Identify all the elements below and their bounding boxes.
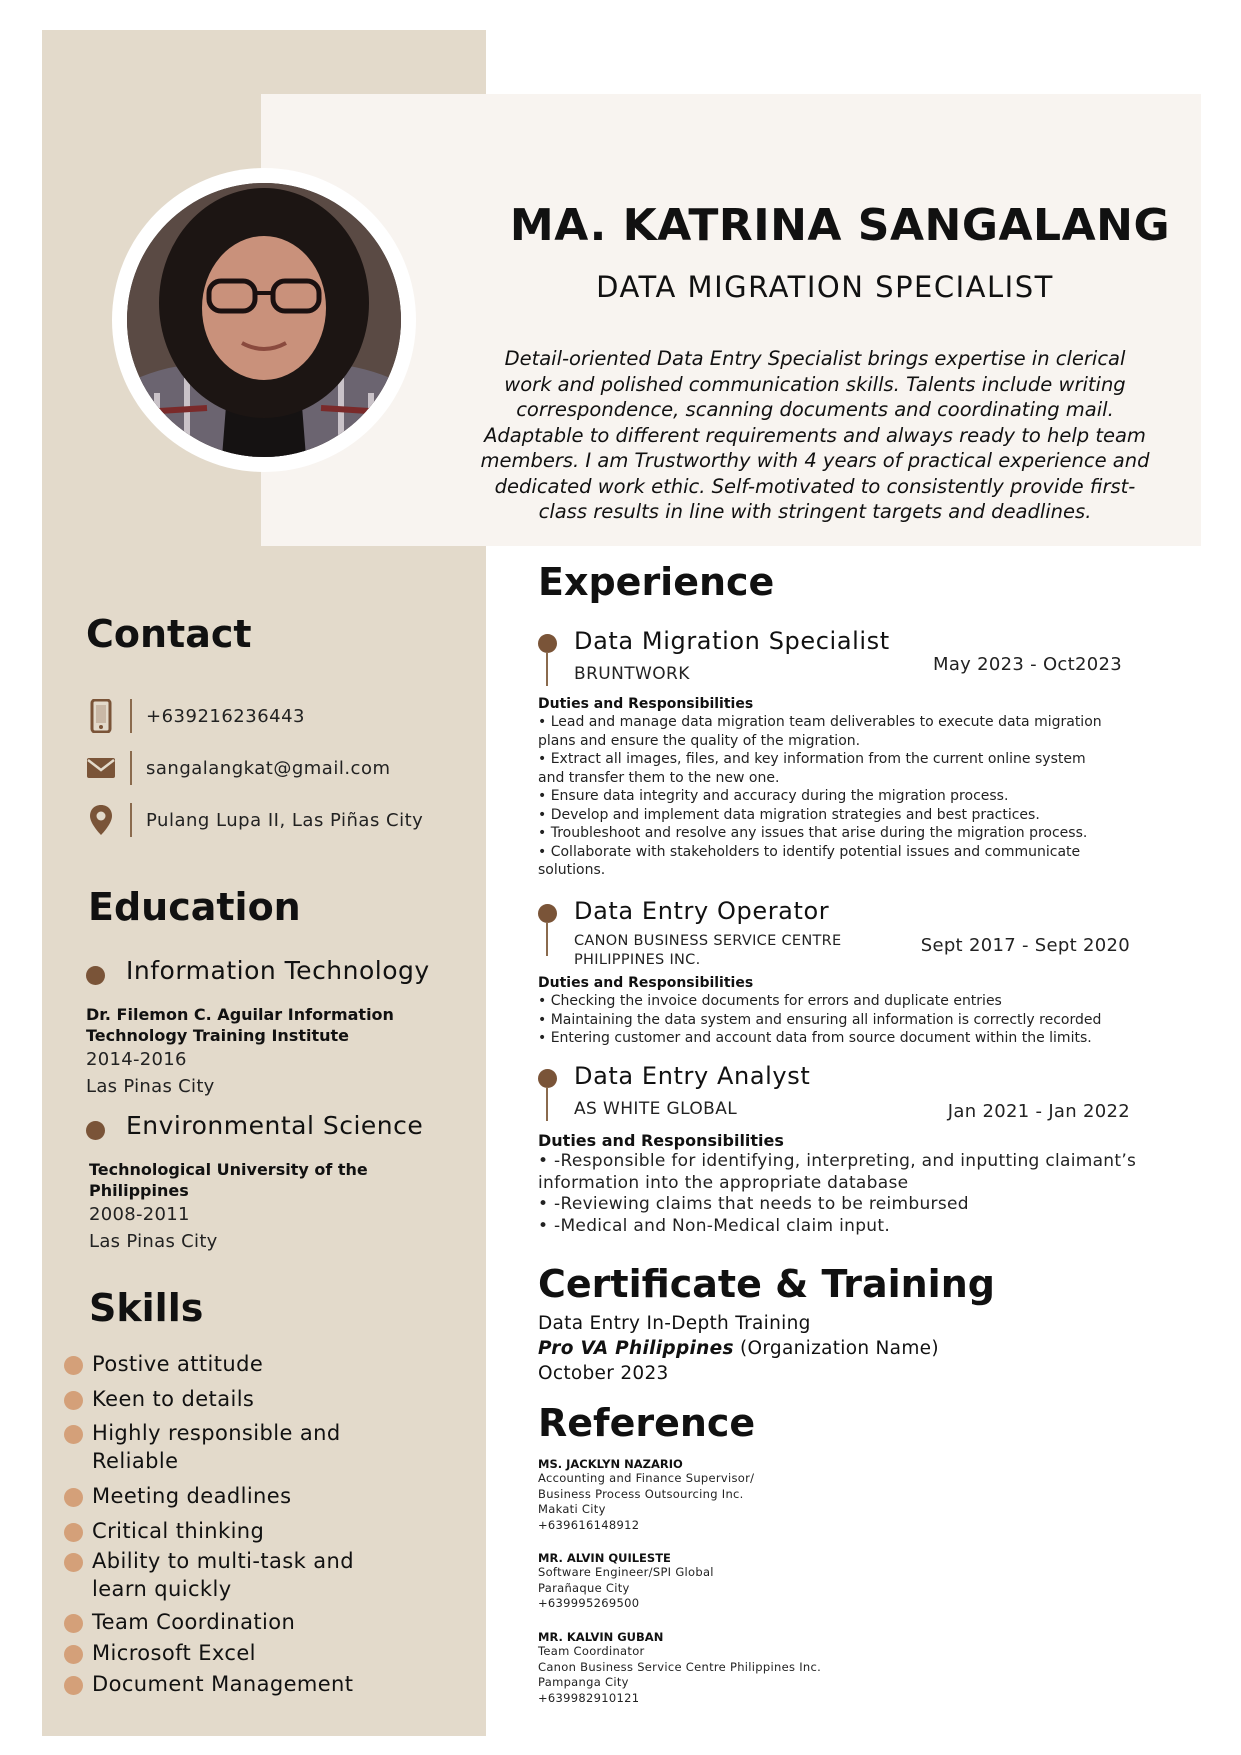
education-bullet bbox=[86, 1121, 105, 1140]
reference-line: Pampanga City bbox=[538, 1675, 629, 1689]
duty-line: • Ensure data integrity and accuracy during the migration process. bbox=[538, 788, 1009, 804]
contact-heading: Contact bbox=[86, 612, 252, 656]
duties-heading: Duties and Responsibilities bbox=[538, 1131, 784, 1150]
reference-heading: Reference bbox=[538, 1401, 756, 1445]
duty-line: information into the appropriate database bbox=[538, 1172, 909, 1193]
reference-line: Business Process Outsourcing Inc. bbox=[538, 1486, 744, 1501]
duty-line: • Collaborate with stakeholders to identify potential issues and communicate bbox=[538, 843, 1081, 860]
contact-separator bbox=[130, 699, 132, 733]
reference-entry bbox=[538, 1630, 1138, 1706]
job-dates: Jan 2021 - Jan 2022 bbox=[947, 1101, 1130, 1122]
contact-separator bbox=[130, 803, 132, 837]
candidate-name: MA. KATRINA SANGALANG bbox=[509, 200, 1171, 251]
skill-label: Document Management bbox=[92, 1672, 354, 1696]
skill-item bbox=[64, 1482, 464, 1510]
reference-line: +639616148912 bbox=[538, 1517, 640, 1532]
job-timeline-line bbox=[546, 1087, 548, 1121]
skill-bullet bbox=[64, 1488, 83, 1507]
education-field: Information Technology bbox=[126, 956, 430, 985]
skill-label: Postive attitude bbox=[92, 1352, 264, 1376]
reference-name: MS. JACKLYN NAZARIO bbox=[538, 1457, 683, 1471]
mail-icon bbox=[84, 751, 118, 785]
education-location: Las Pinas City bbox=[89, 1231, 218, 1252]
certificate-organization bbox=[538, 1336, 939, 1361]
reference-line: Team Coordinator bbox=[538, 1644, 645, 1658]
duties-heading: Duties and Responsibilities bbox=[538, 696, 754, 712]
profile-photo bbox=[127, 183, 401, 457]
reference-entry bbox=[538, 1457, 1138, 1533]
job-company-line: PHILIPPINES INC. bbox=[574, 952, 701, 968]
skill-item bbox=[64, 1670, 464, 1698]
certificate-heading: Certificate & Training bbox=[538, 1262, 995, 1306]
contact-separator bbox=[130, 751, 132, 785]
contact-address-row bbox=[84, 800, 464, 840]
reference-line: Makati City bbox=[538, 1502, 606, 1516]
duty-line: • Maintaining the data system and ensuring all information is correctly recorded bbox=[538, 1011, 1102, 1028]
reference-line: Canon Business Service Centre Philippines Inc. bbox=[538, 1659, 822, 1674]
education-school bbox=[86, 1004, 394, 1046]
duty-line: • Entering customer and account data from source document within the limits. bbox=[538, 1030, 1092, 1046]
phone-number[interactable]: +639216236443 bbox=[146, 705, 306, 727]
skill-item bbox=[64, 1350, 464, 1378]
job-company-line: CANON BUSINESS SERVICE CENTRE bbox=[574, 933, 842, 949]
duty-line: plans and ensure the quality of the migration. bbox=[538, 732, 861, 749]
skill-item bbox=[64, 1639, 464, 1667]
duty-line: • Lead and manage data migration team deliverables to execute data migration bbox=[538, 714, 1102, 730]
skill-bullet bbox=[64, 1676, 83, 1695]
education-heading: Education bbox=[88, 885, 301, 929]
skill-bullet bbox=[64, 1553, 83, 1572]
reference-line: +639995269500 bbox=[538, 1596, 640, 1610]
phone-icon bbox=[84, 699, 118, 733]
duty-line: • Checking the invoice documents for errors and duplicate entries bbox=[538, 993, 1002, 1009]
job-company bbox=[574, 932, 842, 970]
reference-line: Parañaque City bbox=[538, 1580, 630, 1595]
skill-label: Highly responsible and Reliable bbox=[92, 1421, 341, 1473]
skill-item bbox=[64, 1385, 464, 1413]
job-timeline-dot bbox=[538, 1069, 557, 1088]
reference-name: MR. ALVIN QUILESTE bbox=[538, 1551, 671, 1565]
reference-line: Software Engineer/SPI Global bbox=[538, 1565, 714, 1579]
skill-item bbox=[64, 1419, 464, 1475]
education-location: Las Pinas City bbox=[86, 1076, 215, 1097]
skill-item bbox=[64, 1608, 464, 1636]
skill-item bbox=[64, 1547, 464, 1603]
duty-line: • Troubleshoot and resolve any issues that arise during the migration process. bbox=[538, 825, 1088, 841]
job-timeline-line bbox=[546, 652, 548, 686]
location-pin-icon bbox=[84, 803, 118, 837]
education-school-line: Philippines bbox=[89, 1181, 189, 1200]
skill-item bbox=[64, 1517, 464, 1545]
job-title: Data Migration Specialist bbox=[574, 627, 890, 655]
duties-heading: Duties and Responsibilities bbox=[538, 975, 754, 991]
duty-line: and transfer them to the new one. bbox=[538, 769, 780, 786]
job-timeline-dot bbox=[538, 904, 557, 923]
job-title: Data Entry Operator bbox=[574, 897, 830, 925]
home-address: Pulang Lupa II, Las Piñas City bbox=[146, 809, 424, 831]
skill-bullet bbox=[64, 1523, 83, 1542]
certificate-org-note: (Organization Name) bbox=[733, 1338, 939, 1359]
profile-summary: Detail-oriented Data Entry Specialist brings expertise in clerical work and polished communication skills. Talents include writing correspondence, scanning documents and coordinating mail. Adaptable to different requirements and always ready to help team members. I am Trustworthy with 4 years of practical experience and dedicated work ethic. Self-motivated to consistently provide first-class results in line with stringent targets and deadlines. bbox=[480, 347, 1150, 523]
reference-line: +639982910121 bbox=[538, 1690, 640, 1705]
reference-name: MR. KALVIN GUBAN bbox=[538, 1630, 664, 1644]
education-school-line: Technology Training Institute bbox=[86, 1026, 349, 1045]
skill-bullet bbox=[64, 1356, 83, 1375]
duties-list bbox=[538, 992, 1138, 1048]
duty-line: • -Responsible for identifying, interpreting, and inputting claimant’s bbox=[538, 1151, 1137, 1171]
reference-line: Accounting and Finance Supervisor/ bbox=[538, 1471, 755, 1485]
job-title: Data Entry Analyst bbox=[574, 1062, 811, 1090]
certificate-org-name: Pro VA Philippines bbox=[538, 1338, 734, 1359]
skill-label: Meeting deadlines bbox=[92, 1484, 292, 1508]
duty-line: • Develop and implement data migration strategies and best practices. bbox=[538, 806, 1040, 823]
skill-bullet bbox=[64, 1614, 83, 1633]
certificate-date: October 2023 bbox=[538, 1363, 669, 1384]
education-school-line: Technological University of the bbox=[89, 1160, 368, 1179]
skills-heading: Skills bbox=[89, 1286, 204, 1330]
skill-label: Team Coordination bbox=[92, 1610, 296, 1634]
certificate-course: Data Entry In-Depth Training bbox=[538, 1313, 811, 1334]
duties-list bbox=[538, 713, 1138, 880]
experience-heading: Experience bbox=[538, 560, 775, 604]
skill-label: Critical thinking bbox=[92, 1519, 265, 1543]
education-years: 2008-2011 bbox=[89, 1204, 190, 1225]
job-company: AS WHITE GLOBAL bbox=[574, 1099, 738, 1119]
job-dates: Sept 2017 - Sept 2020 bbox=[920, 935, 1130, 956]
education-years: 2014-2016 bbox=[86, 1049, 187, 1070]
duty-line: • -Medical and Non-Medical claim input. bbox=[538, 1215, 891, 1236]
job-company: BRUNTWORK bbox=[574, 664, 690, 684]
skill-label: Keen to details bbox=[92, 1387, 255, 1411]
skill-bullet bbox=[64, 1645, 83, 1664]
duty-line: • -Reviewing claims that needs to be reimbursed bbox=[538, 1194, 969, 1214]
job-timeline-dot bbox=[538, 634, 557, 653]
duty-line: solutions. bbox=[538, 862, 606, 878]
contact-email-row bbox=[84, 748, 464, 788]
skill-bullet bbox=[64, 1391, 83, 1410]
education-school-line: Dr. Filemon C. Aguilar Information bbox=[86, 1005, 394, 1024]
job-timeline-line bbox=[546, 922, 548, 956]
skill-bullet bbox=[64, 1425, 83, 1444]
education-field: Environmental Science bbox=[126, 1111, 424, 1140]
contact-phone-row bbox=[84, 696, 464, 736]
education-school bbox=[89, 1159, 368, 1201]
education-bullet bbox=[86, 966, 105, 985]
job-dates: May 2023 - Oct2023 bbox=[932, 654, 1122, 675]
candidate-role: DATA MIGRATION SPECIALIST bbox=[596, 270, 1054, 304]
profile-portrait-image bbox=[127, 183, 401, 457]
skill-label: Microsoft Excel bbox=[92, 1641, 256, 1665]
reference-entry bbox=[538, 1551, 1138, 1612]
skill-label: Ability to multi-task and learn quickly bbox=[92, 1549, 354, 1601]
email-address[interactable]: sangalangkat@gmail.com bbox=[146, 757, 391, 779]
duties-list bbox=[538, 1151, 1158, 1237]
duty-line: • Extract all images, files, and key information from the current online system bbox=[538, 751, 1086, 767]
